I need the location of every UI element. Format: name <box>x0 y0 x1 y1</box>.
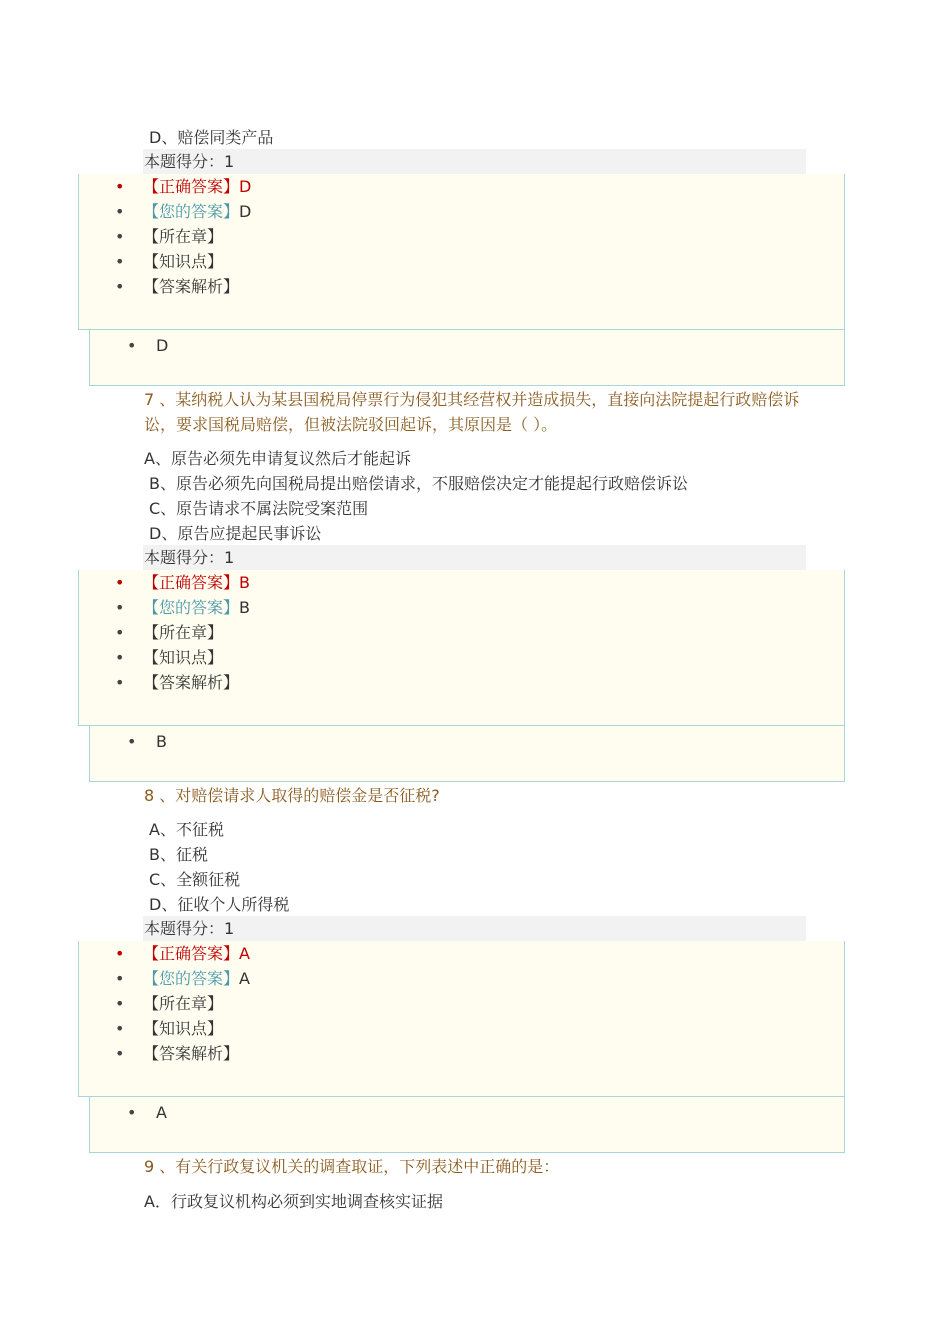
score-text: 本题得分：1 <box>144 152 235 171</box>
analysis-box <box>89 1096 845 1153</box>
question-9: 9 、有关行政复议机关的调查取证，下列表述中正确的是： <box>144 1157 560 1176</box>
analysis-value: A <box>156 1103 167 1122</box>
q8-option-b: B、征税 <box>149 845 208 864</box>
analysis-box <box>89 725 845 782</box>
q8-option-a: A、不征税 <box>149 820 224 839</box>
score-bar <box>143 545 806 570</box>
knowledge-point-label: 【知识点】 <box>143 648 224 667</box>
answer-panel <box>78 174 845 330</box>
correct-answer <box>79 941 250 966</box>
q7-option-c: C、原告请求不属法院受案范围 <box>149 499 369 518</box>
knowledge-point-label: 【知识点】 <box>143 252 224 271</box>
chapter-label: 【所在章】 <box>143 994 224 1013</box>
q7-option-b: B、原告必须先向国税局提出赔偿请求，不服赔偿决定才能提起行政赔偿诉讼 <box>149 474 688 493</box>
correct-answer-label: 【正确答案】 <box>143 177 240 196</box>
correct-answer <box>79 174 251 199</box>
q7-option-d: D、原告应提起民事诉讼 <box>149 524 322 543</box>
your-answer-value: A <box>239 969 250 988</box>
correct-answer-value: B <box>239 573 250 592</box>
chapter-label: 【所在章】 <box>143 623 224 642</box>
q8-option-d: D、征收个人所得税 <box>149 895 290 914</box>
answer-analysis <box>79 670 250 695</box>
your-answer <box>79 595 250 620</box>
score-text: 本题得分：1 <box>144 919 235 938</box>
knowledge-point <box>79 249 251 274</box>
bullet-icon: • <box>127 732 137 751</box>
analysis-value: D <box>156 336 169 355</box>
q7-option-a: A、原告必须先申请复议然后才能起诉 <box>144 449 411 468</box>
answer-panel <box>78 570 845 726</box>
your-answer-value: B <box>239 598 250 617</box>
analysis-value: B <box>156 732 167 751</box>
score-bar <box>143 916 806 941</box>
score-text: 本题得分：1 <box>144 548 235 567</box>
correct-answer-value: D <box>239 177 252 196</box>
correct-answer-value: A <box>239 944 250 963</box>
answer-analysis-label: 【答案解析】 <box>143 277 240 296</box>
answer-analysis-label: 【答案解析】 <box>143 1044 240 1063</box>
your-answer-label: 【您的答案】 <box>143 202 240 221</box>
answer-analysis-label: 【答案解析】 <box>143 673 240 692</box>
answer-list <box>79 174 251 299</box>
answer-list <box>79 941 250 1066</box>
chapter <box>79 224 251 249</box>
correct-answer-label: 【正确答案】 <box>143 573 240 592</box>
your-answer-label: 【您的答案】 <box>143 969 240 988</box>
answer-analysis <box>79 1041 250 1066</box>
chapter <box>79 620 250 645</box>
answer-analysis <box>79 274 251 299</box>
q9-option-a: A．行政复议机构必须到实地调查核实证据 <box>144 1192 443 1211</box>
chapter <box>79 991 250 1016</box>
question-7: 7 、某纳税人认为某县国税局停票行为侵犯其经营权并造成损失，直接向法院提起行政赔偿诉讼，要求国税局赔偿，但被法院驳回起诉，其原因是（ ）。 <box>144 390 800 434</box>
answer-list <box>79 570 250 695</box>
your-answer-label: 【您的答案】 <box>143 598 240 617</box>
your-answer-value: D <box>239 202 252 221</box>
knowledge-point <box>79 645 250 670</box>
your-answer <box>79 966 250 991</box>
knowledge-point-label: 【知识点】 <box>143 1019 224 1038</box>
bullet-icon: • <box>127 1103 137 1122</box>
question-8: 8 、对赔偿请求人取得的赔偿金是否征税? <box>144 786 440 805</box>
your-answer <box>79 199 251 224</box>
knowledge-point <box>79 1016 250 1041</box>
option-d: D、赔偿同类产品 <box>149 128 274 147</box>
correct-answer-label: 【正确答案】 <box>143 944 240 963</box>
chapter-label: 【所在章】 <box>143 227 224 246</box>
bullet-icon: • <box>127 336 137 355</box>
score-bar <box>143 149 806 174</box>
analysis-box <box>89 329 845 386</box>
answer-panel <box>78 941 845 1097</box>
correct-answer <box>79 570 250 595</box>
q8-option-c: C、全额征税 <box>149 870 241 889</box>
